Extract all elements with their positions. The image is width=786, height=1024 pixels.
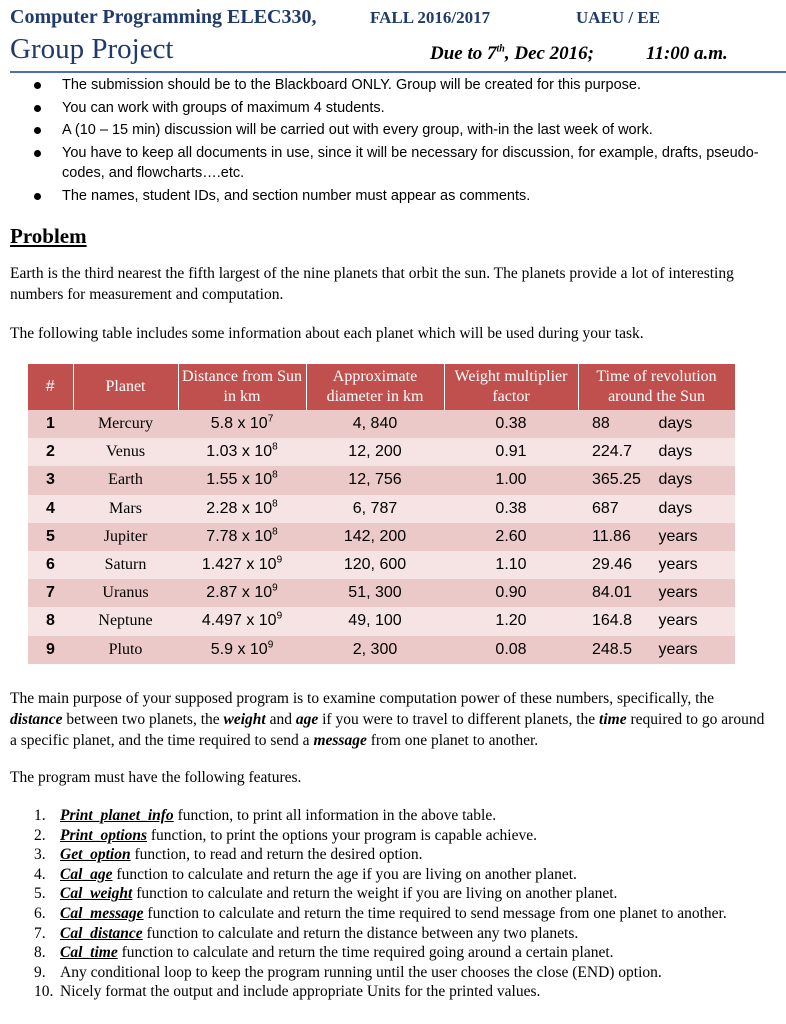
feature-number: 9. [34, 963, 46, 981]
cell-revolution [578, 438, 735, 466]
feature-text: function, to print all information in the above table. [173, 807, 497, 824]
distance-exponent: 8 [272, 441, 278, 453]
cell-revolution [578, 607, 735, 635]
distance-mantissa: 7.78 x 10 [206, 527, 273, 545]
feature-text: function, to read and return the desired option. [130, 846, 423, 864]
table-row [28, 466, 735, 494]
feature-item [10, 865, 770, 885]
features-intro: The program must have the following features. [10, 769, 302, 786]
cell-planet: Uranus [73, 579, 178, 607]
feature-list [10, 806, 770, 1002]
revolution-unit: years [658, 612, 698, 630]
list-item: The submission should be to the Blackboard ONLY. Group will be created for this purpose. [30, 75, 770, 96]
cell-diameter: 120, 600 [306, 551, 444, 579]
table-row [28, 410, 735, 438]
cell-diameter: 6, 787 [306, 495, 444, 523]
feature-text: function, to print the options your program is capable achieve. [147, 826, 537, 844]
distance-mantissa: 5.8 x 10 [210, 415, 268, 433]
cell-number: 8 [28, 607, 73, 635]
feature-text: function to calculate and return the time required to send message from one planet to another. [143, 904, 727, 922]
term: FALL 2016/2017 [370, 8, 491, 27]
table-row [28, 438, 735, 466]
feature-item [10, 924, 770, 944]
page-title: Group Project [10, 33, 174, 65]
cell-number: 5 [28, 523, 73, 551]
feature-item [10, 982, 770, 1002]
feature-number: 6. [34, 904, 46, 922]
cell-revolution [578, 551, 735, 579]
revolution-unit: days [658, 499, 693, 517]
feature-number: 8. [34, 944, 46, 962]
header-divider [10, 71, 786, 73]
table-row [28, 551, 735, 579]
revolution-value: 365.25 [592, 471, 641, 489]
cell-diameter: 12, 200 [306, 438, 444, 466]
distance-mantissa: 4.497 x 10 [201, 612, 277, 630]
problem-heading: Problem [10, 224, 87, 248]
cell-diameter: 12, 756 [306, 466, 444, 494]
cell-number: 2 [28, 438, 73, 466]
cell-number: 6 [28, 551, 73, 579]
feature-number: 10. [34, 983, 54, 1001]
distance-mantissa: 1.03 x 10 [206, 443, 273, 461]
cell-weight: 0.38 [444, 495, 578, 523]
revolution-value: 29.46 [592, 556, 633, 574]
col-header-number: # [28, 364, 73, 410]
table-row [28, 523, 735, 551]
distance-mantissa: 1.55 x 10 [206, 471, 273, 489]
feature-item [10, 943, 770, 963]
bullet-icon [34, 105, 41, 112]
cell-revolution [578, 495, 735, 523]
cell-weight: 1.00 [444, 466, 578, 494]
revolution-value: 88 [592, 415, 610, 433]
feature-number: 7. [34, 924, 46, 942]
bullet-icon [34, 127, 41, 134]
table-row [28, 495, 735, 523]
cell-diameter: 51, 300 [306, 579, 444, 607]
cell-planet: Saturn [73, 551, 178, 579]
function-name: Cal_weight [60, 885, 133, 903]
distance-mantissa: 1.427 x 10 [201, 556, 277, 574]
col-header-revolution: Time of revolution around the Sun [578, 364, 735, 410]
revolution-value: 248.5 [592, 640, 633, 658]
cell-number: 7 [28, 579, 73, 607]
purpose-paragraph: The main purpose of your supposed program is to examine computation power of these numbers, specifically, the distance between two planets, the weight and age if you were to travel to different planets, the time required to go around a specific planet, and the time required to send a message from one planet to another. [10, 690, 765, 749]
cell-weight: 0.90 [444, 579, 578, 607]
feature-item [10, 884, 770, 904]
table-row [28, 607, 735, 635]
instruction-list [30, 75, 770, 208]
cell-revolution [578, 410, 735, 438]
revolution-unit: years [658, 556, 698, 574]
cell-diameter: 4, 840 [306, 410, 444, 438]
cell-planet: Pluto [73, 636, 178, 664]
cell-number: 1 [28, 410, 73, 438]
revolution-unit: years [658, 527, 698, 545]
cell-distance [178, 523, 306, 551]
cell-planet: Earth [73, 466, 178, 494]
function-name: Get_option [60, 846, 131, 864]
distance-mantissa: 5.9 x 10 [210, 640, 268, 658]
revolution-unit: days [658, 471, 693, 489]
header-line-2 [10, 33, 780, 71]
cell-weight: 0.08 [444, 636, 578, 664]
table-header-row [28, 364, 735, 410]
revolution-value: 84.01 [592, 584, 633, 602]
cell-planet: Mars [73, 495, 178, 523]
distance-exponent: 9 [276, 611, 283, 623]
feature-number: 5. [34, 885, 46, 903]
revolution-value: 224.7 [592, 443, 633, 461]
due-date: Due to 7th, Dec 2016; [430, 43, 595, 64]
feature-item [10, 806, 770, 826]
cell-planet: Jupiter [73, 523, 178, 551]
cell-diameter: 49, 100 [306, 607, 444, 635]
list-item: You can work with groups of maximum 4 students. [30, 98, 770, 119]
feature-text: function to calculate and return the age if you are living on another planet. [112, 865, 577, 883]
col-header-planet: Planet [73, 364, 178, 410]
feature-number: 4. [34, 865, 46, 883]
col-header-diameter: Approximate diameter in km [306, 364, 444, 410]
revolution-value: 687 [592, 499, 619, 517]
distance-exponent: 8 [272, 498, 278, 510]
cell-distance [178, 438, 306, 466]
due-time: 11:00 a.m. [646, 43, 728, 64]
revolution-value: 164.8 [592, 612, 633, 630]
feature-number: 2. [34, 826, 46, 844]
cell-planet: Neptune [73, 607, 178, 635]
function-name: Cal_distance [60, 924, 143, 942]
table-row [28, 636, 735, 664]
department: UAEU / EE [576, 8, 661, 27]
cell-distance [178, 495, 306, 523]
col-header-weight: Weight multiplier factor [444, 364, 578, 410]
feature-text: Any conditional loop to keep the program running until the user chooses the close (END) option. [60, 963, 662, 981]
cell-weight: 0.38 [444, 410, 578, 438]
distance-exponent: 7 [267, 413, 274, 425]
feature-item [10, 826, 770, 846]
cell-distance [178, 636, 306, 664]
table-intro-paragraph: The following table includes some information about each planet which will be used during your task. [10, 325, 644, 342]
distance-exponent: 9 [276, 554, 283, 566]
revolution-unit: days [658, 443, 693, 461]
cell-revolution [578, 579, 735, 607]
cell-number: 4 [28, 495, 73, 523]
distance-exponent: 8 [272, 526, 278, 538]
function-name: Cal_age [60, 865, 113, 883]
header-line-1 [10, 6, 780, 32]
list-item: The names, student IDs, and section number must appear as comments. [30, 186, 770, 207]
cell-distance [178, 579, 306, 607]
function-name: Cal_message [60, 904, 144, 922]
cell-revolution [578, 523, 735, 551]
cell-planet: Mercury [73, 410, 178, 438]
distance-exponent: 9 [267, 639, 274, 651]
cell-distance [178, 607, 306, 635]
distance-exponent: 8 [272, 470, 278, 482]
cell-number: 3 [28, 466, 73, 494]
bullet-icon [34, 82, 41, 89]
cell-weight: 0.91 [444, 438, 578, 466]
cell-revolution [578, 466, 735, 494]
bullet-icon [34, 150, 41, 157]
planet-table [28, 364, 736, 664]
feature-text: function to calculate and return the distance between any two planets. [142, 924, 579, 942]
cell-distance [178, 551, 306, 579]
cell-diameter: 2, 300 [306, 636, 444, 664]
cell-distance [178, 466, 306, 494]
cell-diameter: 142, 200 [306, 523, 444, 551]
function-name: Print_options [60, 826, 147, 844]
revolution-unit: years [658, 584, 698, 602]
function-name: Cal_time [60, 944, 118, 962]
feature-text: Nicely format the output and include appropriate Units for the printed values. [60, 983, 541, 1001]
table-row [28, 579, 735, 607]
cell-distance [178, 410, 306, 438]
distance-exponent: 9 [272, 582, 278, 594]
list-item: You have to keep all documents in use, since it will be necessary for discussion, for example, drafts, pseudo-codes, and flowcharts….etc. [30, 143, 770, 184]
cell-weight: 2.60 [444, 523, 578, 551]
distance-mantissa: 2.87 x 10 [206, 584, 273, 602]
distance-mantissa: 2.28 x 10 [206, 499, 273, 517]
feature-text: function to calculate and return the weight if you are living on another planet. [132, 885, 618, 903]
feature-number: 3. [34, 846, 46, 864]
feature-item [10, 904, 770, 924]
revolution-unit: days [658, 415, 693, 433]
intro-paragraph: Earth is the third nearest the fifth largest of the nine planets that orbit the sun. The planets provide a lot of interesting numbers for measurement and computation. [10, 265, 734, 303]
feature-text: function to calculate and return the time required going around a certain planet. [117, 944, 614, 962]
list-item: A (10 – 15 min) discussion will be carried out with every group, with-in the last week of work. [30, 120, 770, 141]
cell-number: 9 [28, 636, 73, 664]
cell-weight: 1.20 [444, 607, 578, 635]
cell-revolution [578, 636, 735, 664]
cell-weight: 1.10 [444, 551, 578, 579]
feature-item [10, 963, 770, 983]
function-name: Print_planet_info [60, 807, 174, 824]
course-name: Computer Programming ELEC330, [10, 6, 317, 28]
cell-planet: Venus [73, 438, 178, 466]
feature-number: 1. [34, 807, 46, 824]
bullet-icon [34, 193, 41, 200]
revolution-value: 11.86 [592, 527, 631, 545]
feature-item [10, 845, 770, 865]
revolution-unit: years [658, 640, 698, 658]
col-header-distance: Distance from Sun in km [178, 364, 306, 410]
